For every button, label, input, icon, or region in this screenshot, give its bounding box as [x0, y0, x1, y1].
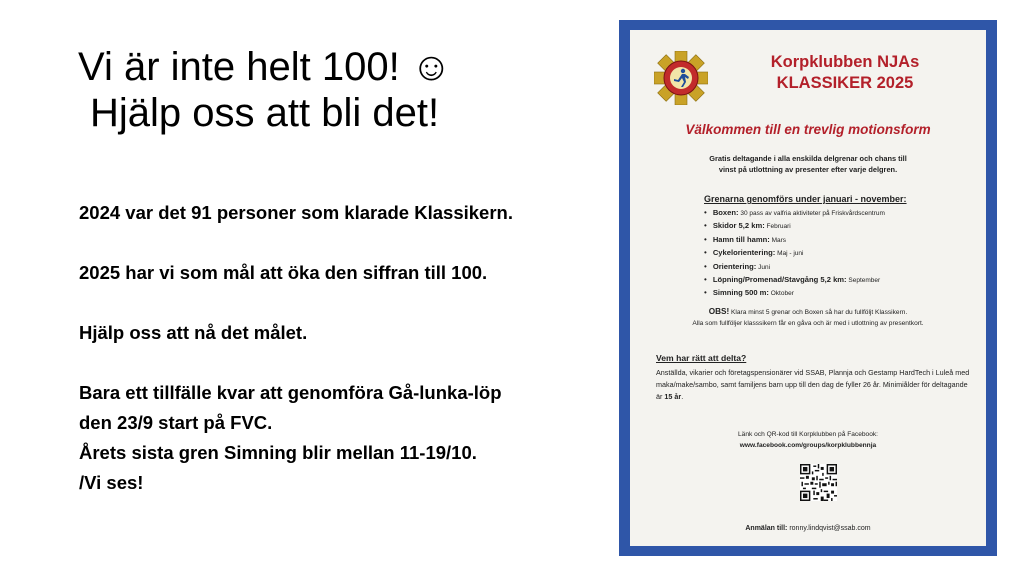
- registration-line: [630, 525, 986, 532]
- poster-intro-line1: Gratis deltagande i alla enskilda delgrenar och chans till: [709, 154, 907, 163]
- poster-title-line2: KLASSIKER 2025: [776, 74, 914, 92]
- list-item: [704, 261, 885, 274]
- slide-title: [78, 44, 558, 136]
- slide-title-line2: Hjälp oss att bli det!: [90, 91, 440, 135]
- list-item: [704, 247, 885, 260]
- event-detail: Oktober: [768, 290, 794, 298]
- registration-email[interactable]: ronny.lindqvist@ssab.com: [787, 525, 871, 532]
- event-detail: 30 pass av valfria aktiviteter på Friskvårdscentrum: [738, 210, 885, 217]
- korpklubben-logo-icon: [654, 51, 708, 105]
- events-heading: Grenarna genomförs under januari - november:: [704, 194, 907, 204]
- paragraph-remaining-line1: Bara ett tillfälle kvar att genomföra Gå-lunka-löp: [79, 382, 502, 403]
- facebook-link-intro: Länk och QR-kod till Korpklubben på Facebook:: [737, 431, 878, 438]
- obs-text: Klara minst 5 grenar och Boxen så har du fullföljt Klassikern.: [729, 309, 908, 316]
- obs-label: OBS!: [708, 307, 730, 316]
- poster-subtitle: Välkommen till en trevlig motionsform: [685, 122, 931, 137]
- eligibility-heading: Vem har rätt att delta?: [656, 353, 747, 363]
- paragraph-2025-goal: 2025 har vi som mål att öka den siffran till 100.: [79, 262, 488, 283]
- paragraph-signoff: /Vi ses!: [79, 472, 144, 493]
- event-name: Hamn till hamn:: [712, 234, 770, 244]
- facebook-link-block: [630, 429, 986, 451]
- list-item: [704, 287, 885, 300]
- paragraph-2024: 2024 var det 91 personer som klarade Klassikern.: [79, 202, 513, 223]
- event-name: Orientering:: [712, 261, 757, 271]
- paragraph-swimming: Årets sista gren Simning blir mellan 11-19/10.: [79, 442, 477, 463]
- klassiker-poster: [619, 20, 997, 556]
- obs-note: [630, 306, 986, 329]
- obs-text-line2: Alla som fullföljer klasssikern får en gåva och är med i utlottning av presentkort.: [692, 320, 924, 327]
- eligibility-text-main: Anställda, vikarier och företagspensionärer vid SSAB, Plannja och Gestamp HardTech i Luleå med maka/make/sambo, samt familjens barn upp till den dag de fyller 26 år. Minimiålder för deltagande är: [656, 368, 970, 401]
- event-detail: Juni: [756, 263, 771, 271]
- event-name: Simning 500 m:: [712, 288, 769, 298]
- list-item: [704, 274, 885, 287]
- paragraph-help: Hjälp oss att nå det målet.: [79, 322, 308, 343]
- poster-title-line1: Korpklubben NJAs: [770, 53, 920, 71]
- event-name: Löpning/Promenad/Stavgång 5,2 km:: [712, 275, 847, 285]
- list-item: [704, 234, 885, 247]
- event-name: Boxen:: [712, 208, 739, 217]
- event-detail: Mars: [769, 236, 787, 244]
- event-name: Cykelorientering:: [712, 248, 776, 258]
- paragraph-remaining-line2: den 23/9 start på FVC.: [79, 412, 273, 433]
- event-name: Skidor 5,2 km:: [712, 221, 765, 231]
- event-detail: September: [846, 277, 881, 285]
- poster-intro: [680, 153, 936, 175]
- qr-code-icon[interactable]: [800, 464, 837, 501]
- eligibility-text-end: .: [681, 392, 684, 401]
- list-item: [704, 220, 885, 233]
- eligibility-text: [656, 367, 974, 403]
- poster-paper: [630, 30, 986, 546]
- facebook-link[interactable]: www.facebook.com/groups/korpklubbennja: [739, 442, 877, 449]
- slide-title-line1: Vi är inte helt 100! ☺: [78, 45, 452, 89]
- slide-body: [79, 198, 549, 498]
- poster-title: [720, 52, 970, 94]
- list-item: [704, 207, 885, 220]
- event-detail: Maj - juni: [775, 250, 804, 258]
- registration-label: Anmälan till:: [745, 525, 788, 532]
- event-detail: Februari: [764, 223, 791, 231]
- poster-intro-line2: vinst på utlottning av presenter efter varje delgren.: [718, 165, 898, 174]
- events-list: [704, 207, 885, 301]
- minimum-age: 15 år: [664, 392, 682, 401]
